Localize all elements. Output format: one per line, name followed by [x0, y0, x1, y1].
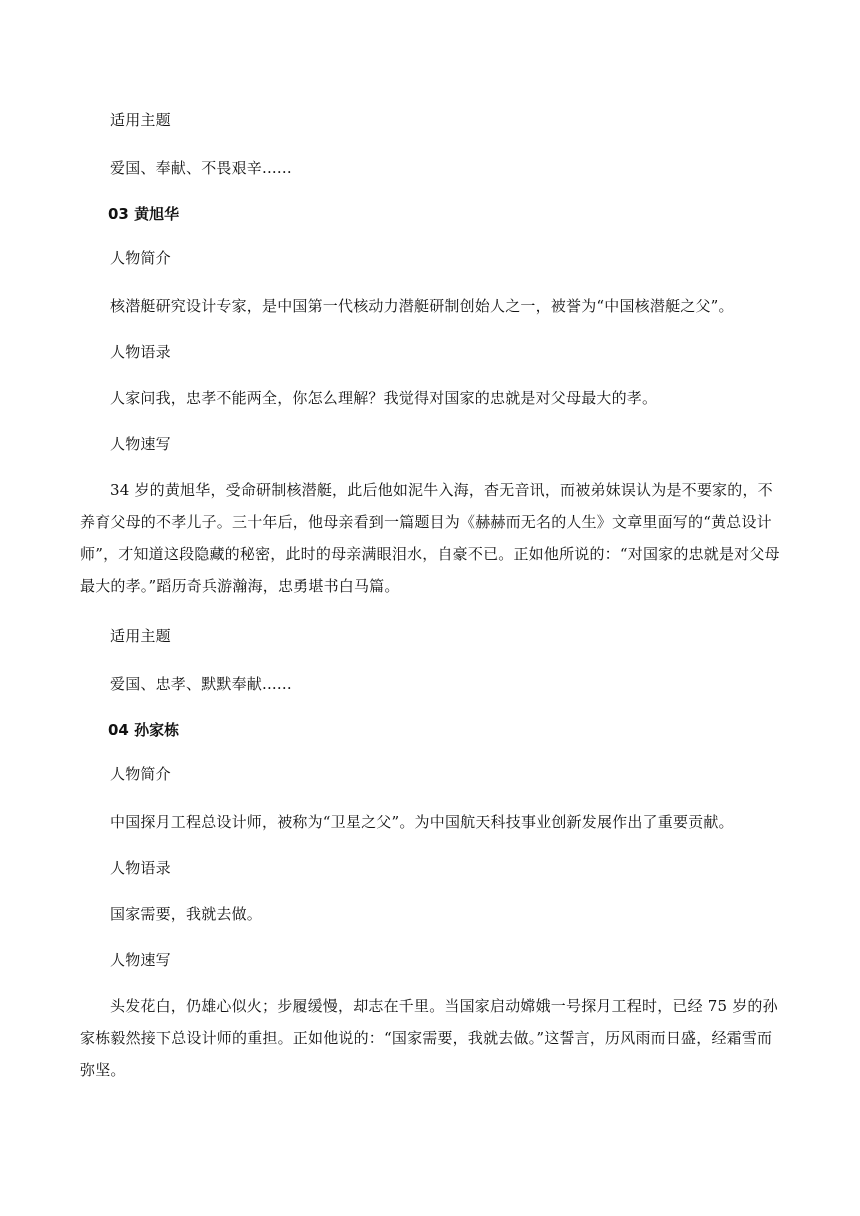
intro-label-04: 人物简介: [110, 765, 171, 783]
intro-text-03: 核潜艇研究设计专家，是中国第一代核动力潜艇研制创始人之一，被誉为“中国核潜艇之父”。: [110, 297, 734, 315]
sketch-text-04: 头发花白，仍雄心似火；步履缓慢，却志在千里。当国家启动嫦娥一号探月工程时，已经 75 岁的孙家栋毅然接下总设计师的重担。正如他说的：“国家需要，我就去做。”这誓言，历风雨而日盛，经霜雪而弥坚。: [80, 997, 778, 1079]
topic-text-02: 爱国、奉献、不畏艰辛......: [110, 159, 292, 177]
sketch-label-03: 人物速写: [110, 435, 171, 453]
topic-label-03: 适用主题: [110, 627, 171, 645]
intro-text-04: 中国探月工程总设计师，被称为“卫星之父”。为中国航天科技事业创新发展作出了重要贡献。: [110, 813, 734, 831]
quote-text-04: 国家需要，我就去做。: [110, 905, 263, 923]
quote-text-03: 人家问我，忠孝不能两全，你怎么理解？我觉得对国家的忠就是对父母最大的孝。: [110, 389, 658, 407]
sketch-text-03: 34 岁的黄旭华，受命研制核潜艇，此后他如泥牛入海，杳无音讯，而被弟妹误认为是不要家的，不养育父母的不孝儿子。三十年后，他母亲看到一篇题目为《赫赫而无名的人生》文章里面写的“黄总设计师”，才知道这段隐藏的秘密，此时的母亲满眼泪水，自豪不已。正如他所说的：“对国家的忠就是对父母最大的孝。”蹈历奇兵游瀚海，忠勇堪书白马篇。: [80, 481, 780, 595]
section-heading-04: 04 孙家栋: [108, 721, 180, 739]
quote-label-03: 人物语录: [110, 343, 171, 361]
quote-label-04: 人物语录: [110, 859, 171, 877]
topic-label-02: 适用主题: [110, 111, 171, 129]
sketch-label-04: 人物速写: [110, 951, 171, 969]
section-heading-03: 03 黄旭华: [108, 205, 180, 223]
intro-label-03: 人物简介: [110, 249, 171, 267]
topic-text-03: 爱国、忠孝、默默奉献......: [110, 675, 292, 693]
